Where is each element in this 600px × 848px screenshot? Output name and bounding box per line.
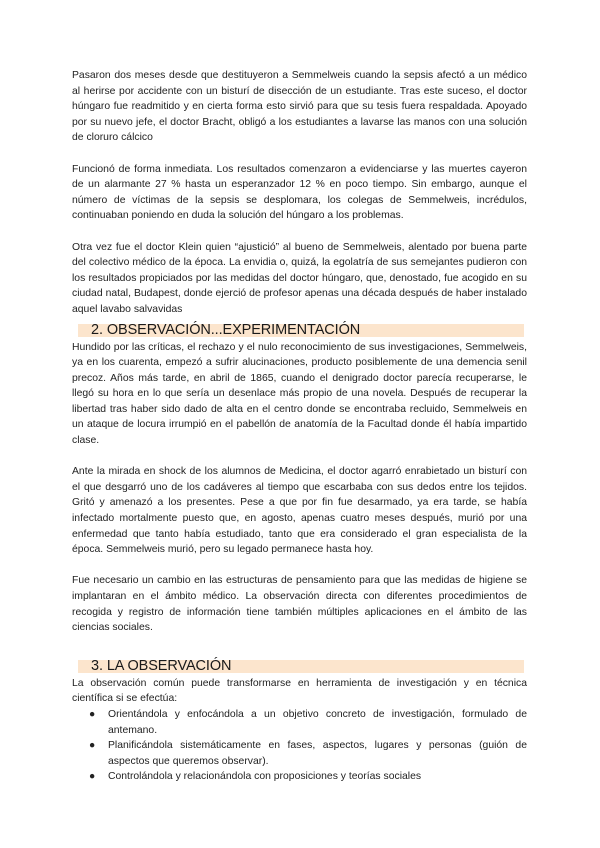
bullet-icon: ● (89, 708, 96, 720)
bullet-icon: ● (89, 740, 96, 752)
paragraph-6: Fue necesario un cambio en las estructuras de pensamiento para que las medidas de higiene se implantaran en el ámbito médico. La observación directa con diferentes procedimientos de recogida y registro de información tiene también múltiples aplicaciones en el ámbito de las ciencias sociales. (72, 575, 527, 634)
list-item (72, 769, 527, 785)
list-item-text: Controlándola y relacionándola con proposiciones y teorías sociales (108, 771, 422, 783)
section-heading-3 (72, 658, 527, 676)
bullet-list (72, 707, 527, 785)
list-item-text: Orientándola y enfocándola a un objetivo concreto de investigación, formulado de antemano. (108, 708, 527, 736)
paragraph-3: Otra vez fue el doctor Klein quien “ajustició” al bueno de Semmelweis, alentado por buena parte del colectivo médico de la época. La envidia o, quizá, la egolatría de sus semejantes pudieron con los resultados propiciados por las medidas del doctor húngaro, que, denostado, fue acogido en su ciudad natal, Budapest, donde ejerció de profesor apenas una década después de haber instalado aquel lavabo salvavidas (72, 241, 527, 315)
section-heading-2-text: 2. OBSERVACIÓN...EXPERIMENTACIÓN (91, 321, 361, 338)
section-heading-3-text: 3. LA OBSERVACIÓN (91, 657, 232, 674)
list-item (72, 707, 527, 738)
paragraph-4: Hundido por las críticas, el rechazo y el nulo reconocimiento de sus investigaciones, Semmelweis, ya en los cuarenta, empezó a sufrir alucinaciones, producto posiblemente de una demencia senil precoz. Años más tarde, en abril de 1865, cuando el denigrado doctor parecía recuperarse, le llegó su hora en lo que sería un desenlace más propio de una novela. Después de recuperar la libertad tras haber sido dado de alta en el centro donde se encontraba recluido, Semmelweis en un ataque de locura irrumpió en el pabellón de anatomía de la Facultad donde él había impartido clase. (72, 341, 527, 447)
paragraph-5: Ante la mirada en shock de los alumnos de Medicina, el doctor agarró enrabietado un bisturí con el que desgarró uno de los cadáveres al tiempo que escarbaba con sus dedos entre los tejidos. Gritó y amenazó a los presentes. Pese a que por fin fue desarmado, ya era tarde, se había infectado mortalmente puesto que, en agosto, apenas cuatro meses después, murió por una enfermedad que tanto había estudiado, tanto que era considerado el gran especialista de la época. Semmelweis murió, pero su legado permanece hasta hoy. (72, 466, 527, 556)
bullet-icon: ● (89, 771, 96, 783)
document-page (72, 68, 527, 785)
paragraph-2: Funcionó de forma inmediata. Los resultados comenzaron a evidenciarse y las muertes cayeron de un alarmante 27 % hasta un esperanzador 12 % en poco tiempo. Sin embargo, aunque el número de víctimas de la sepsis se desplomara, los colegas de Semmelweis, incrédulos, continuaban poniendo en duda la solución del húngaro a los problemas. (72, 163, 527, 222)
paragraph-1: Pasaron dos meses desde que destituyeron a Semmelweis cuando la sepsis afectó a un médico al herirse por accidente con un bisturí de disección de un estudiante. Tras este suceso, el doctor húngaro fue readmitido y en cierta forma esto sirvió para que su tesis fuera respaldada. Apoyado por su nuevo jefe, el doctor Bracht, obligó a los estudiantes a lavarse las manos con una solución de cloruro cálcico (72, 70, 527, 144)
list-item (72, 738, 527, 769)
list-item-text: Planificándola sistemáticamente en fases, aspectos, lugares y personas (guión de aspectos que queremos observar). (108, 740, 527, 767)
paragraph-7: La observación común puede transformarse en herramienta de investigación y en técnica científica si se efectúa: (72, 677, 527, 705)
section-heading-2 (72, 322, 527, 340)
